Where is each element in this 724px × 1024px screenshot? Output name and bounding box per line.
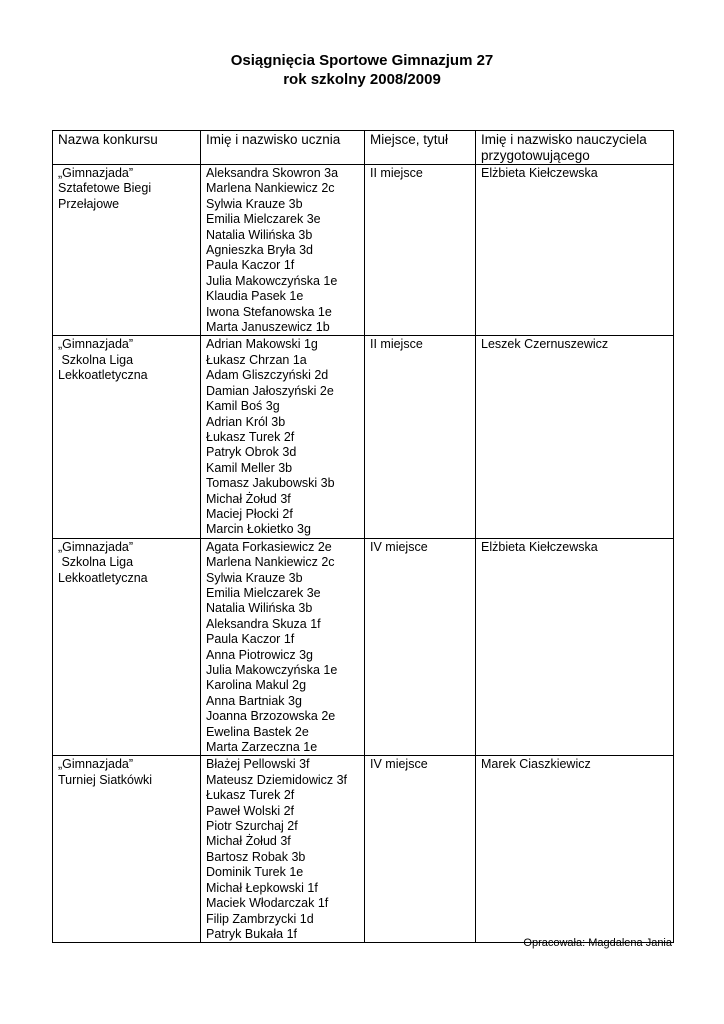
competition-name-line: Lekkoatletyczna — [58, 570, 148, 585]
student-name: Agata Forkasiewicz 2e — [206, 539, 332, 554]
competition-name-line: „Gimnazjada” — [58, 539, 134, 554]
student-name: Ewelina Bastek 2e — [206, 724, 309, 739]
prepared-by-note: Opracowała: Magdalena Jania — [523, 937, 672, 949]
competition-name-line: „Gimnazjada” — [58, 166, 134, 180]
student-name: Michał Żołud 3f — [206, 834, 291, 849]
student-name: Łukasz Turek 2f — [206, 788, 295, 803]
student-name: Patryk Bukała 1f — [206, 926, 298, 941]
student-name: Marta Zarzeczna 1e — [206, 740, 318, 755]
student-name: Anna Piotrowicz 3g — [206, 647, 314, 662]
student-name: Karolina Makul 2g — [206, 678, 307, 693]
competition-name-line: „Gimnazjada” — [58, 337, 134, 352]
student-name: Sylwia Krauze 3b — [206, 570, 303, 585]
table-body — [53, 165, 674, 943]
place-cell: II miejsce — [365, 165, 476, 336]
competition-cell — [53, 538, 201, 756]
student-name: Marlena Nankiewicz 2c — [206, 181, 335, 196]
document-title: Osiągnięcia Sportowe Gimnazjum 27 — [230, 52, 494, 69]
achievements-table — [52, 130, 674, 943]
table-row — [53, 336, 674, 538]
student-name: Emilia Mielczarek 3e — [206, 585, 321, 600]
student-name: Filip Zambrzycki 1d — [206, 911, 314, 926]
student-name: Marlena Nankiewicz 2c — [206, 555, 335, 570]
place-cell: II miejsce — [365, 336, 476, 538]
students-cell — [201, 165, 365, 336]
header-students: Imię i nazwisko ucznia — [201, 131, 365, 165]
competition-name-line: Szkolna Liga — [58, 352, 134, 367]
students-cell — [201, 336, 365, 538]
student-name: Patryk Obrok 3d — [206, 445, 297, 460]
header-competition: Nazwa konkursu — [53, 131, 201, 165]
student-name: Aleksandra Skowron 3a — [206, 166, 339, 180]
document-subtitle: rok szkolny 2008/2009 — [283, 71, 441, 88]
teacher-cell: Elżbieta Kiełczewska — [476, 538, 674, 756]
student-name: Piotr Szurchaj 2f — [206, 819, 298, 834]
student-name: Michał Żołud 3f — [206, 491, 291, 506]
student-name: Julia Makowczyńska 1e — [206, 663, 338, 677]
competition-name-line: Przełajowe — [58, 196, 120, 211]
student-name: Łukasz Chrzan 1a — [206, 352, 307, 367]
competition-name-line: Lekkoatletyczna — [58, 368, 148, 383]
student-name: Emilia Mielczarek 3e — [206, 212, 321, 227]
student-name: Tomasz Jakubowski 3b — [206, 476, 335, 491]
teacher-cell: Leszek Czernuszewicz — [476, 336, 674, 538]
competition-name-line: Turniej Siatkówki — [58, 772, 153, 787]
place-cell: IV miejsce — [365, 756, 476, 943]
competition-cell — [53, 165, 201, 336]
student-name: Dominik Turek 1e — [206, 865, 304, 880]
table-row — [53, 165, 674, 336]
student-name: Maciej Płocki 2f — [206, 506, 293, 521]
student-name: Paula Kaczor 1f — [206, 258, 295, 273]
place-cell: IV miejsce — [365, 538, 476, 756]
student-name: Łukasz Turek 2f — [206, 429, 295, 444]
student-name: Adam Gliszczyński 2d — [206, 368, 329, 383]
student-name: Mateusz Dziemidowicz 3f — [206, 772, 348, 787]
student-name: Aleksandra Skuza 1f — [206, 616, 321, 631]
student-name: Adrian Król 3b — [206, 414, 286, 429]
student-name: Paula Kaczor 1f — [206, 632, 295, 647]
student-name: Maciek Włodarczak 1f — [206, 896, 329, 911]
student-name: Marta Januszewicz 1b — [206, 320, 330, 335]
header-teacher: Imię i nazwisko nauczyciela przygotowującego — [476, 131, 674, 165]
table-header-row — [53, 131, 674, 165]
student-name: Natalia Wilińska 3b — [206, 227, 313, 242]
student-name: Klaudia Pasek 1e — [206, 289, 304, 304]
student-name: Błażej Pellowski 3f — [206, 757, 310, 772]
table-row — [53, 538, 674, 756]
student-name: Sylwia Krauze 3b — [206, 196, 303, 211]
student-name: Damian Jałoszyński 2e — [206, 383, 334, 398]
students-cell — [201, 538, 365, 756]
competition-name-line: „Gimnazjada” — [58, 757, 134, 772]
student-name: Julia Makowczyńska 1e — [206, 273, 338, 288]
student-name: Natalia Wilińska 3b — [206, 601, 313, 616]
student-name: Michał Łepkowski 1f — [206, 880, 318, 895]
student-name: Agnieszka Bryła 3d — [206, 243, 314, 258]
student-name: Kamil Boś 3g — [206, 399, 280, 414]
competition-name-line: Sztafetowe Biegi — [58, 181, 152, 196]
student-name: Kamil Meller 3b — [206, 460, 293, 475]
student-name: Anna Bartniak 3g — [206, 693, 302, 708]
students-cell — [201, 756, 365, 943]
student-name: Marcin Łokietko 3g — [206, 522, 311, 537]
student-name: Adrian Makowski 1g — [206, 337, 318, 352]
competition-name-line: Szkolna Liga — [58, 555, 134, 570]
student-name: Iwona Stefanowska 1e — [206, 304, 332, 319]
student-name: Joanna Brzozowska 2e — [206, 709, 336, 724]
teacher-cell: Elżbieta Kiełczewska — [476, 165, 674, 336]
teacher-cell: Marek Ciaszkiewicz — [476, 756, 674, 943]
table-row — [53, 756, 674, 943]
student-name: Paweł Wolski 2f — [206, 803, 294, 818]
student-name: Bartosz Robak 3b — [206, 849, 306, 864]
header-place: Miejsce, tytuł — [365, 131, 476, 165]
competition-cell — [53, 756, 201, 943]
competition-cell — [53, 336, 201, 538]
